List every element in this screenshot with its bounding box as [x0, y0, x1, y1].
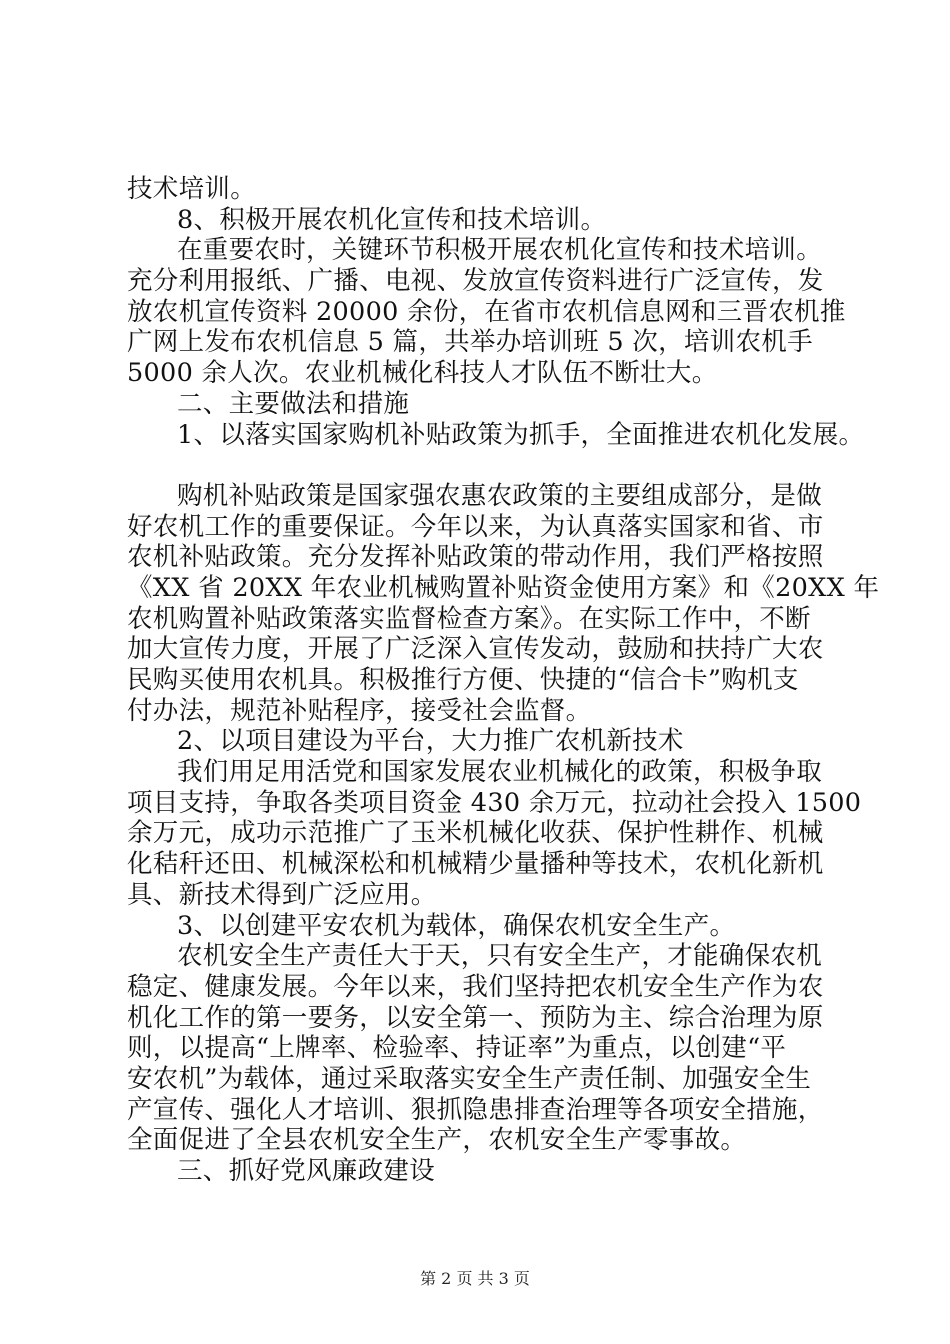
text-line: 5000 余人次。农业机械化科技人才队伍不断壮大。: [127, 358, 718, 389]
text-line: 技术培训。: [127, 174, 257, 204]
text-line: 充分利用报纸、广播、电视、发放宣传资料进行广泛宣传，发: [127, 266, 824, 297]
text-line: 具、新技术得到广泛应用。: [127, 879, 437, 910]
text-line: 稳定、健康发展。今年以来，我们坚持把农机安全生产作为农: [127, 971, 824, 1002]
text-line: 2、以项目建设为平台，大力推广农机新技术: [177, 726, 684, 757]
text-line: 购机补贴政策是国家强农惠农政策的主要组成部分，是做: [177, 480, 823, 511]
text-line: 三、抓好党风廉政建设: [177, 1156, 436, 1186]
text-line: 项目支持，争取各类项目资金 430 余万元，拉动社会投入 1500: [127, 787, 862, 818]
document-body: [127, 174, 880, 1187]
text-line: 我们用足用活党和国家发展农业机械化的政策，积极争取: [177, 757, 823, 788]
text-line: 放农机宣传资料 20000 余份，在省市农机信息网和三晋农机推: [127, 296, 846, 327]
blank-line: [127, 450, 839, 481]
text-line: 8、积极开展农机化宣传和技术培训。: [177, 204, 607, 235]
text-line: 则，以提高“上牌率、检验率、持证率”为重点，以创建“平: [127, 1033, 787, 1064]
text-line: 好农机工作的重要保证。今年以来，为认真落实国家和省、市: [127, 511, 824, 542]
text-line: 安农机”为载体，通过采取落实安全生产责任制、加强安全生: [127, 1063, 812, 1094]
text-line: 农机补贴政策。充分发挥补贴政策的带动作用，我们严格按照: [127, 542, 824, 573]
text-line: 全面促进了全县农机安全生产，农机安全生产零事故。: [127, 1125, 747, 1156]
text-line: 民购买使用农机具。积极推行方便、快捷的“信合卡”购机支: [127, 665, 799, 695]
page-footer: 第 2 页 共 3 页: [420, 1269, 530, 1288]
text-line: 加大宣传力度，开展了广泛深入宣传发动，鼓励和扶持广大农: [127, 634, 824, 665]
text-line: 农机购置补贴政策落实监督检查方案》。在实际工作中，不断: [127, 603, 811, 634]
text-line: 广网上发布农机信息 5 篇，共举办培训班 5 次，培训农机手: [127, 327, 813, 358]
text-line: 3、以创建平安农机为载体，确保农机安全生产。: [177, 910, 736, 941]
text-line: 化秸秆还田、机械深松和机械精少量播种等技术，农机化新机: [127, 849, 824, 880]
text-line: 机化工作的第一要务，以安全第一、预防为主、综合治理为原: [127, 1002, 824, 1033]
text-line: 产宣传、强化人才培训、狠抓隐患排查治理等各项安全措施，: [127, 1094, 824, 1125]
text-line: 付办法，规范补贴程序，接受社会监督。: [127, 695, 592, 726]
text-line: 农机安全生产责任大于天，只有安全生产，才能确保农机: [177, 941, 823, 972]
text-line: 1、以落实国家购机补贴政策为抓手，全面推进农机化发展。: [177, 419, 865, 450]
text-line: 二、主要做法和措施: [177, 388, 410, 419]
text-line: 余万元，成功示范推广了玉米机械化收获、保护性耕作、机械: [127, 818, 824, 849]
text-line: 《XX 省 20XX 年农业机械购置补贴资金使用方案》和《20XX 年: [127, 572, 880, 603]
text-line: 在重要农时，关键环节积极开展农机化宣传和技术培训。: [177, 235, 823, 266]
